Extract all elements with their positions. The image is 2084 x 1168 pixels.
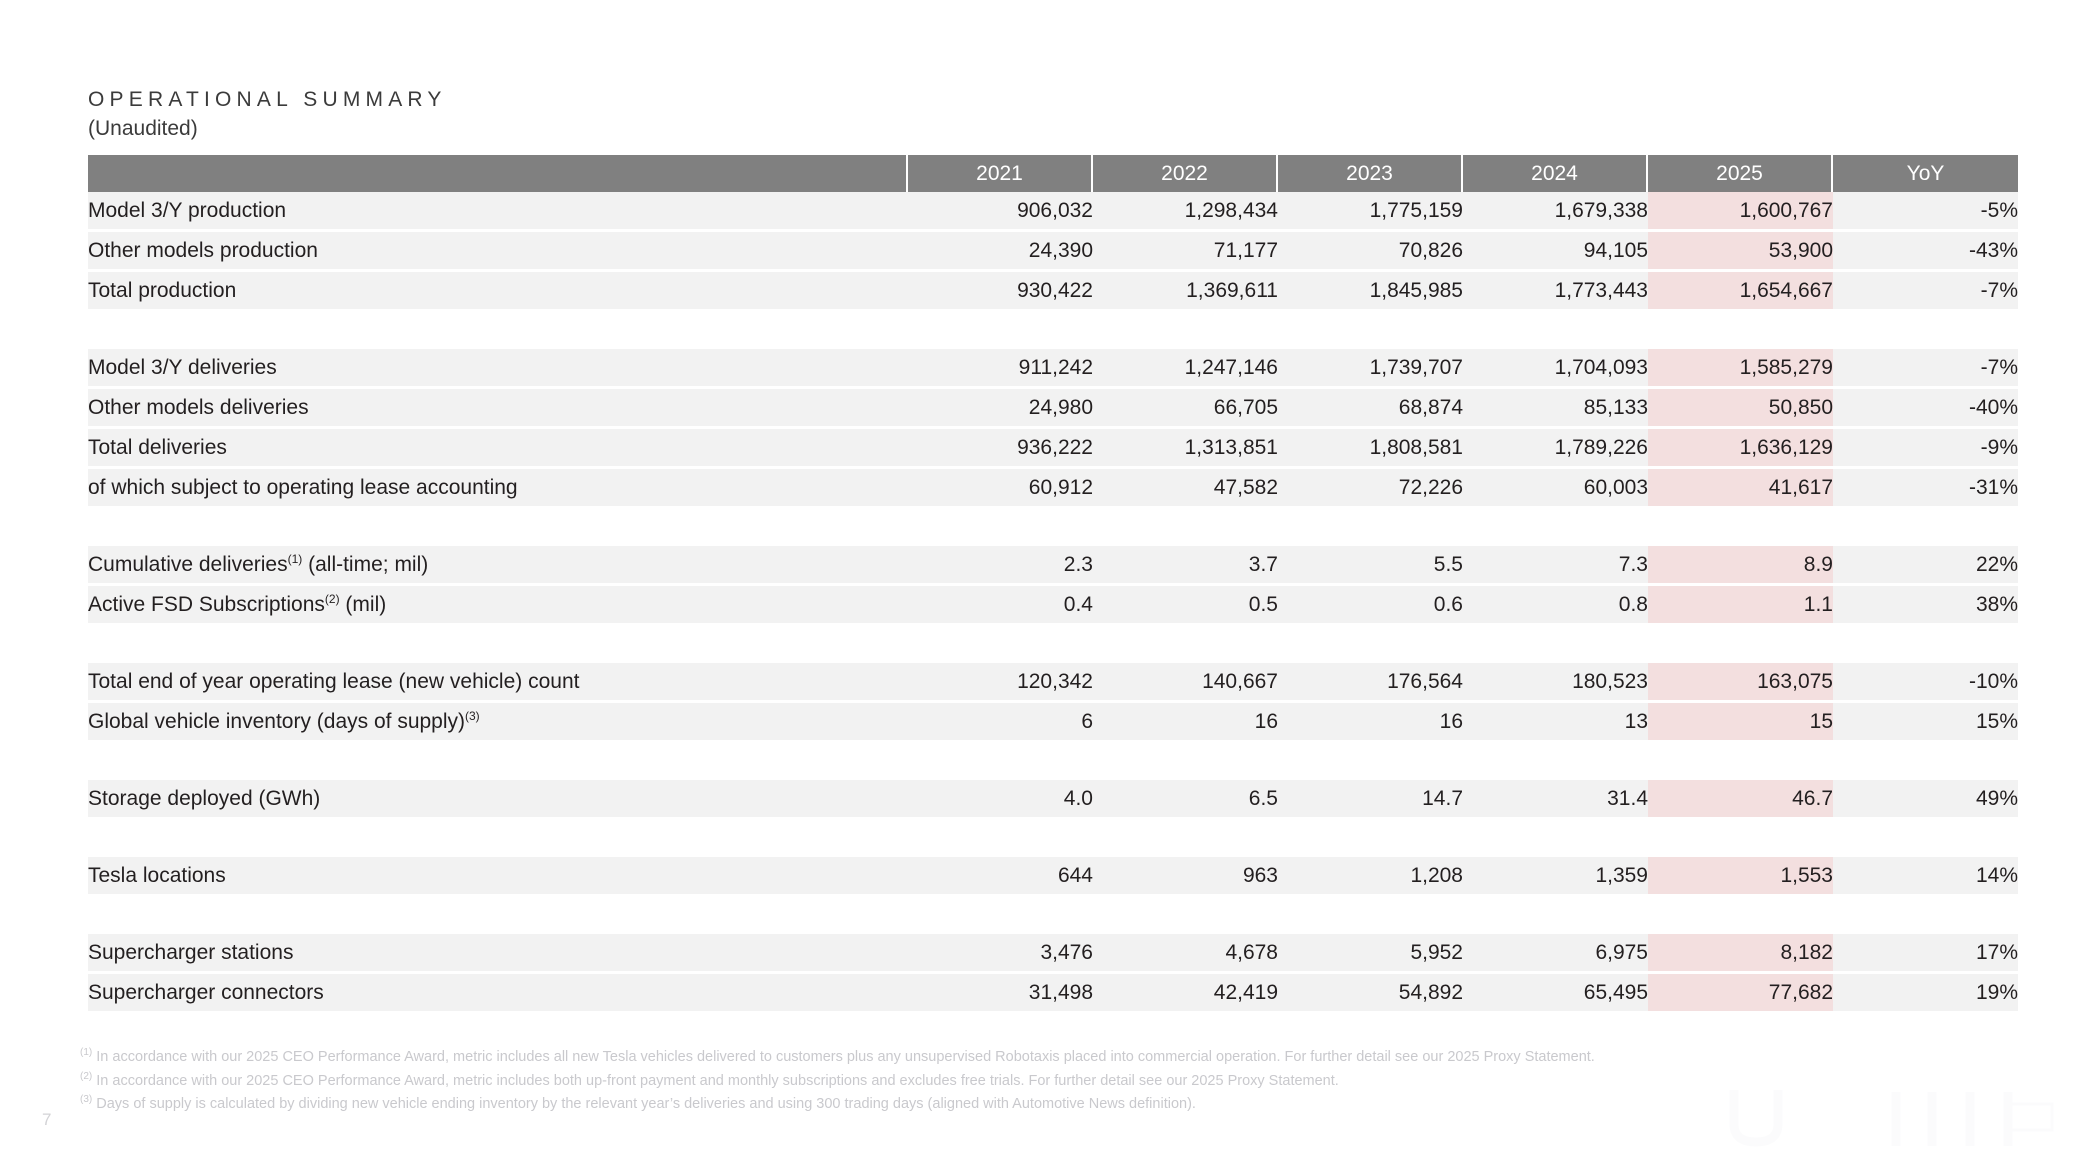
table-row	[88, 934, 2018, 974]
cell-2025: 1,600,767	[1648, 192, 1833, 232]
footnote-2	[80, 1070, 1780, 1094]
cell-2021: 120,342	[908, 663, 1093, 703]
cell-2023: 1,739,707	[1278, 349, 1463, 389]
table-spacer-row	[88, 743, 2018, 780]
spacer-cell	[1648, 626, 1833, 663]
column-header-blank	[88, 155, 908, 192]
spacer-cell	[88, 897, 908, 934]
cell-2022: 42,419	[1093, 974, 1278, 1014]
cell-yoy: -7%	[1833, 349, 2018, 389]
row-label	[88, 349, 908, 389]
cell-yoy: -7%	[1833, 272, 2018, 312]
cell-2022: 6.5	[1093, 780, 1278, 820]
spacer-cell	[908, 743, 1093, 780]
cell-2021: 936,222	[908, 429, 1093, 469]
row-label	[88, 272, 908, 312]
footnote-3	[80, 1093, 1780, 1117]
row-label	[88, 780, 908, 820]
cell-2023: 16	[1278, 703, 1463, 743]
table-row	[88, 586, 2018, 626]
spacer-cell	[1463, 743, 1648, 780]
spacer-cell	[1093, 743, 1278, 780]
row-label	[88, 934, 908, 974]
table-row	[88, 272, 2018, 312]
cell-2024: 94,105	[1463, 232, 1648, 272]
cell-2021: 911,242	[908, 349, 1093, 389]
cell-2025: 1.1	[1648, 586, 1833, 626]
cell-2021: 24,980	[908, 389, 1093, 429]
cell-2021: 0.4	[908, 586, 1093, 626]
column-header-2021: 2021	[908, 155, 1093, 192]
cell-2021: 24,390	[908, 232, 1093, 272]
cell-2025: 8.9	[1648, 546, 1833, 586]
spacer-cell	[1463, 312, 1648, 349]
page-title: OPERATIONAL SUMMARY	[88, 88, 447, 111]
row-label-text: Total production	[88, 279, 237, 302]
spacer-cell	[908, 626, 1093, 663]
cell-2024: 180,523	[1463, 663, 1648, 703]
table-row	[88, 857, 2018, 897]
spacer-cell	[1278, 509, 1463, 546]
cell-2023: 1,208	[1278, 857, 1463, 897]
spacer-cell	[1833, 820, 2018, 857]
row-label	[88, 192, 908, 232]
table-spacer-row	[88, 312, 2018, 349]
cell-2021: 6	[908, 703, 1093, 743]
table-row	[88, 469, 2018, 509]
spacer-cell	[1093, 509, 1278, 546]
cell-2023: 72,226	[1278, 469, 1463, 509]
spacer-cell	[908, 509, 1093, 546]
spacer-cell	[1093, 626, 1278, 663]
spacer-cell	[1278, 743, 1463, 780]
table-row	[88, 663, 2018, 703]
cell-yoy: 22%	[1833, 546, 2018, 586]
table-row	[88, 232, 2018, 272]
spacer-cell	[88, 626, 908, 663]
cell-2021: 644	[908, 857, 1093, 897]
cell-2025: 53,900	[1648, 232, 1833, 272]
cell-yoy: -40%	[1833, 389, 2018, 429]
cell-2022: 71,177	[1093, 232, 1278, 272]
row-label	[88, 586, 908, 626]
table-row	[88, 703, 2018, 743]
cell-2024: 60,003	[1463, 469, 1648, 509]
cell-2022: 1,298,434	[1093, 192, 1278, 232]
page-number: 7	[42, 1110, 52, 1129]
cell-yoy: -43%	[1833, 232, 2018, 272]
spacer-cell	[1463, 626, 1648, 663]
cell-2024: 1,704,093	[1463, 349, 1648, 389]
footnote-marker: (2)	[80, 1070, 93, 1082]
cell-2022: 4,678	[1093, 934, 1278, 974]
cell-2025: 1,585,279	[1648, 349, 1833, 389]
cell-2023: 5,952	[1278, 934, 1463, 974]
table-row	[88, 780, 2018, 820]
row-label-suffix: (mil)	[339, 593, 387, 616]
cell-2024: 13	[1463, 703, 1648, 743]
cell-2022: 3.7	[1093, 546, 1278, 586]
spacer-cell	[1093, 820, 1278, 857]
cell-2025: 1,553	[1648, 857, 1833, 897]
row-label-text: Global vehicle inventory (days of supply)	[88, 710, 466, 733]
cell-2025: 15	[1648, 703, 1833, 743]
column-header-2024: 2024	[1463, 155, 1648, 192]
row-label-text: Total deliveries	[88, 436, 227, 459]
spacer-cell	[1463, 820, 1648, 857]
cell-2023: 1,845,985	[1278, 272, 1463, 312]
cell-2025: 46.7	[1648, 780, 1833, 820]
cell-2024: 0.8	[1463, 586, 1648, 626]
page-subtitle: (Unaudited)	[88, 117, 198, 140]
cell-yoy: 17%	[1833, 934, 2018, 974]
column-header-2025: 2025	[1648, 155, 1833, 192]
table-spacer-row	[88, 509, 2018, 546]
cell-2023: 1,775,159	[1278, 192, 1463, 232]
spacer-cell	[1278, 626, 1463, 663]
cell-yoy: 14%	[1833, 857, 2018, 897]
cell-2023: 54,892	[1278, 974, 1463, 1014]
cell-2024: 7.3	[1463, 546, 1648, 586]
spacer-cell	[88, 743, 908, 780]
row-label	[88, 974, 908, 1014]
spacer-cell	[1833, 312, 2018, 349]
cell-2025: 77,682	[1648, 974, 1833, 1014]
cell-2022: 1,247,146	[1093, 349, 1278, 389]
cell-2024: 1,773,443	[1463, 272, 1648, 312]
row-label-text: Other models production	[88, 239, 318, 262]
spacer-cell	[88, 820, 908, 857]
footnote-1	[80, 1046, 1780, 1070]
spacer-cell	[88, 312, 908, 349]
spacer-cell	[1093, 312, 1278, 349]
spacer-cell	[1833, 509, 2018, 546]
table-row	[88, 389, 2018, 429]
cell-2022: 47,582	[1093, 469, 1278, 509]
cell-2024: 1,359	[1463, 857, 1648, 897]
row-label	[88, 703, 908, 743]
spacer-cell	[908, 820, 1093, 857]
cell-2022: 66,705	[1093, 389, 1278, 429]
cell-2024: 85,133	[1463, 389, 1648, 429]
table-row	[88, 349, 2018, 389]
cell-2022: 16	[1093, 703, 1278, 743]
row-label-text: Supercharger stations	[88, 941, 294, 964]
column-header-yoy: YoY	[1833, 155, 2018, 192]
row-label-text: Model 3/Y production	[88, 199, 287, 222]
row-label	[88, 232, 908, 272]
spacer-cell	[1648, 743, 1833, 780]
row-label-text: Active FSD Subscriptions	[88, 593, 325, 616]
row-label	[88, 389, 908, 429]
cell-2025: 8,182	[1648, 934, 1833, 974]
spacer-cell	[1648, 897, 1833, 934]
footnotes-block	[80, 1046, 1780, 1117]
table-row	[88, 546, 2018, 586]
table-spacer-row	[88, 897, 2018, 934]
cell-2025: 1,636,129	[1648, 429, 1833, 469]
row-label-text: Other models deliveries	[88, 396, 309, 419]
row-label-text: Cumulative deliveries	[88, 553, 288, 576]
cell-2024: 31.4	[1463, 780, 1648, 820]
title-block	[88, 88, 447, 141]
cell-2021: 60,912	[908, 469, 1093, 509]
cell-2023: 1,808,581	[1278, 429, 1463, 469]
cell-yoy: 19%	[1833, 974, 2018, 1014]
row-label-text: Storage deployed (GWh)	[88, 787, 321, 810]
cell-2024: 1,789,226	[1463, 429, 1648, 469]
cell-2023: 70,826	[1278, 232, 1463, 272]
cell-2023: 0.6	[1278, 586, 1463, 626]
row-label	[88, 546, 908, 586]
spacer-cell	[1833, 626, 2018, 663]
cell-2025: 50,850	[1648, 389, 1833, 429]
cell-yoy: 15%	[1833, 703, 2018, 743]
spacer-cell	[1463, 897, 1648, 934]
row-label-text: Tesla locations	[88, 864, 226, 887]
spacer-cell	[1833, 897, 2018, 934]
footnote-marker: (3)	[80, 1094, 93, 1106]
cell-yoy: 49%	[1833, 780, 2018, 820]
spacer-cell	[88, 509, 908, 546]
footnote-marker: (3)	[465, 709, 480, 723]
cell-2024: 6,975	[1463, 934, 1648, 974]
cell-2023: 14.7	[1278, 780, 1463, 820]
spacer-cell	[1833, 743, 2018, 780]
cell-2021: 906,032	[908, 192, 1093, 232]
column-header-2022: 2022	[1093, 155, 1278, 192]
table-row	[88, 429, 2018, 469]
cell-2021: 4.0	[908, 780, 1093, 820]
cell-2024: 1,679,338	[1463, 192, 1648, 232]
spacer-cell	[1278, 820, 1463, 857]
table-header-row	[88, 155, 2018, 192]
cell-yoy: 38%	[1833, 586, 2018, 626]
row-label-text: of which subject to operating lease accounting	[88, 476, 518, 499]
column-header-2023: 2023	[1278, 155, 1463, 192]
row-label-suffix: (all-time; mil)	[302, 553, 429, 576]
cell-2022: 963	[1093, 857, 1278, 897]
cell-yoy: -5%	[1833, 192, 2018, 232]
cell-2021: 930,422	[908, 272, 1093, 312]
cell-2023: 5.5	[1278, 546, 1463, 586]
row-label	[88, 857, 908, 897]
row-label-text: Total end of year operating lease (new vehicle) count	[88, 670, 580, 693]
cell-yoy: -10%	[1833, 663, 2018, 703]
row-label	[88, 429, 908, 469]
spacer-cell	[1648, 312, 1833, 349]
row-label	[88, 663, 908, 703]
cell-2024: 65,495	[1463, 974, 1648, 1014]
row-label	[88, 469, 908, 509]
table-body	[88, 192, 2018, 1014]
footnote-text: In accordance with our 2025 CEO Performance Award, metric includes both up-front payment and monthly subscriptions and excludes free trials. For further detail see our 2025 Proxy Statement.	[96, 1072, 1339, 1089]
spacer-cell	[1648, 820, 1833, 857]
cell-2022: 0.5	[1093, 586, 1278, 626]
spacer-cell	[908, 312, 1093, 349]
cell-2021: 31,498	[908, 974, 1093, 1014]
cell-2023: 68,874	[1278, 389, 1463, 429]
row-label-text: Supercharger connectors	[88, 981, 324, 1004]
cell-2021: 3,476	[908, 934, 1093, 974]
footnote-marker: (1)	[287, 552, 303, 566]
cell-2023: 176,564	[1278, 663, 1463, 703]
spacer-cell	[1093, 897, 1278, 934]
cell-2022: 140,667	[1093, 663, 1278, 703]
cell-2022: 1,313,851	[1093, 429, 1278, 469]
footnote-text: In accordance with our 2025 CEO Performance Award, metric includes all new Tesla vehicles delivered to customers plus any unsupervised Robotaxis placed into commercial operation. For further detail see our 2025 Proxy Statement.	[96, 1049, 1595, 1065]
table-row	[88, 974, 2018, 1014]
cell-2022: 1,369,611	[1093, 272, 1278, 312]
table-header	[88, 155, 2018, 192]
spacer-cell	[908, 897, 1093, 934]
spacer-cell	[1278, 897, 1463, 934]
cell-yoy: -9%	[1833, 429, 2018, 469]
table-spacer-row	[88, 626, 2018, 663]
spacer-cell	[1278, 312, 1463, 349]
cell-2025: 1,654,667	[1648, 272, 1833, 312]
footnote-marker: (1)	[80, 1047, 93, 1059]
cell-2025: 41,617	[1648, 469, 1833, 509]
spacer-cell	[1463, 509, 1648, 546]
row-label-text: Model 3/Y deliveries	[88, 356, 277, 379]
footnote-text: Days of supply is calculated by dividing new vehicle ending inventory by the relevant year’s deliveries and using 300 trading days (aligned with Automotive News definition).	[96, 1096, 1196, 1113]
cell-2025: 163,075	[1648, 663, 1833, 703]
spacer-cell	[1648, 509, 1833, 546]
cell-yoy: -31%	[1833, 469, 2018, 509]
cell-2021: 2.3	[908, 546, 1093, 586]
table-row	[88, 192, 2018, 232]
footnote-marker: (2)	[324, 592, 340, 606]
operational-summary-table	[88, 155, 2018, 1014]
table-spacer-row	[88, 820, 2018, 857]
